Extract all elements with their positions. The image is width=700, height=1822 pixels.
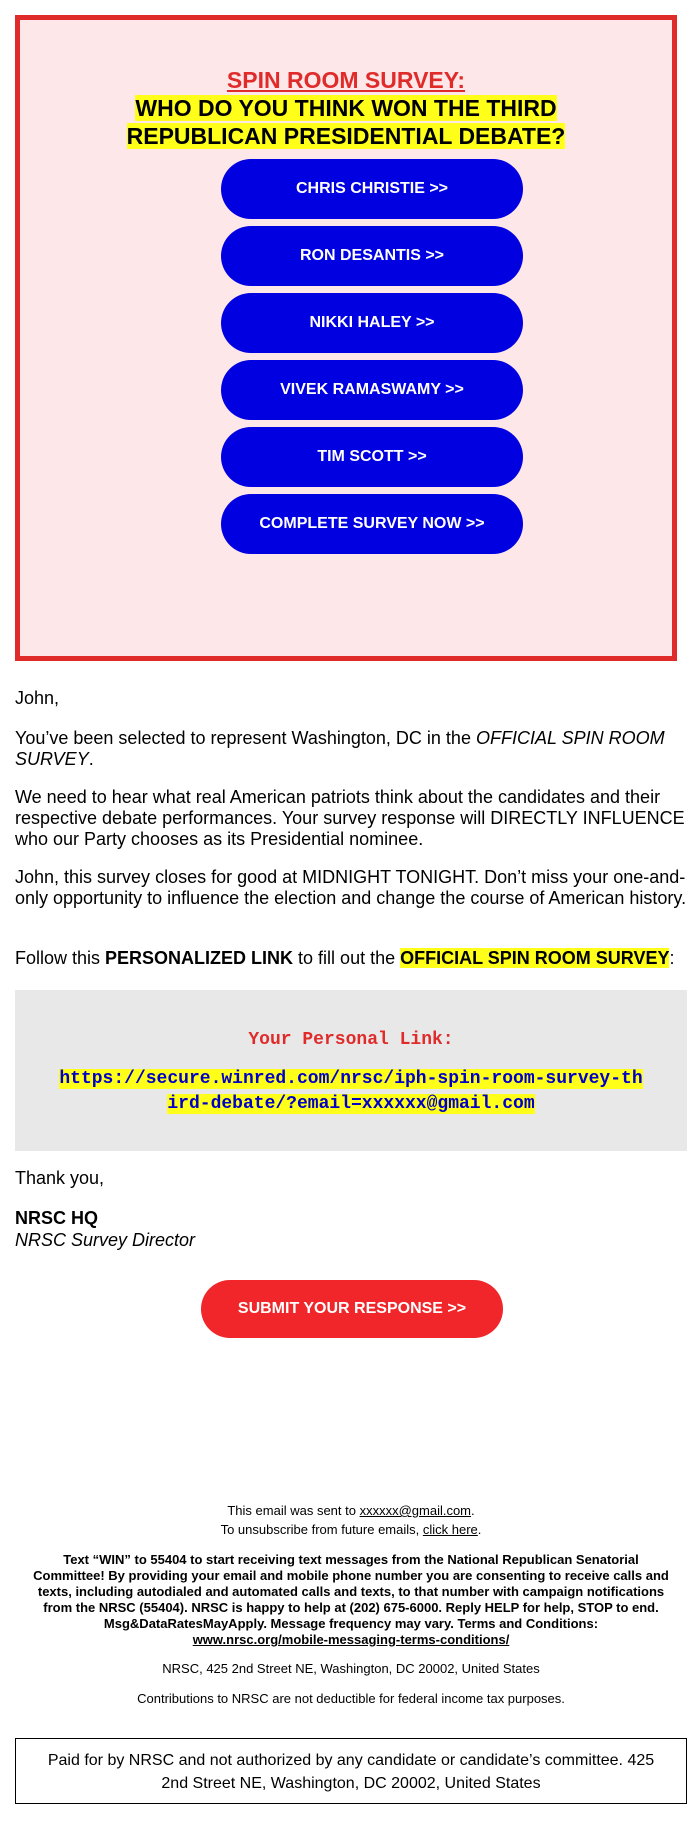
- survey-heading: [20, 66, 672, 150]
- footer-unsubscribe-line: [15, 1521, 687, 1538]
- sign-off: Thank you,: [15, 1168, 105, 1188]
- sent-prefix: This email was sent to: [227, 1503, 360, 1518]
- vote-christie-button[interactable]: CHRIS CHRISTIE >>: [221, 159, 523, 219]
- paragraph-deadline: John, this survey closes for good at MIDNIGHT TONIGHT. Don’t miss your one-and-only opportunity to influence the election and change the course of American history.: [15, 867, 687, 908]
- sms-terms-text: Text “WIN” to 55404 to start receiving text messages from the National Republican Senatorial Committee! By providing your email and mobile phone number you are consenting to receive calls and texts, including autodialed and automated calls and texts, to that number with campaign notifications from the NRSC (55404). NRSC is happy to help at (202) 675-6000. Reply HELP for help, STOP to end. Msg&DataRatesMayApply. Message frequency may vary. Terms and Conditions:: [33, 1552, 669, 1631]
- paid-for-disclaimer: Paid for by NRSC and not authorized by any candidate or candidate’s committee. 425 2nd Street NE, Washington, DC 20002, United States: [15, 1738, 687, 1804]
- p1-emphasis: OFFICIAL SPIN ROOM SURVEY: [15, 728, 665, 769]
- personal-link-title: Your Personal Link:: [248, 1030, 454, 1050]
- p4-highlight: OFFICIAL SPIN ROOM SURVEY: [400, 948, 670, 968]
- greeting: John,: [15, 688, 60, 708]
- vote-ramaswamy-button[interactable]: VIVEK RAMASWAMY >>: [221, 360, 523, 420]
- p4-text: Follow this: [15, 948, 106, 968]
- survey-banner: [15, 15, 677, 661]
- terms-link[interactable]: www.nrsc.org/mobile-messaging-terms-conditions/: [192, 1632, 510, 1647]
- survey-kicker[interactable]: SPIN ROOM SURVEY:: [226, 67, 466, 93]
- survey-headline: WHO DO YOU THINK WON THE THIRD REPUBLICAN PRESIDENTIAL DEBATE?: [126, 95, 566, 149]
- paragraph-influence: We need to hear what real American patriots think about the candidates and their respective debate performances. Your survey response will DIRECTLY INFLUENCE who our Party chooses as its Presidential nominee.: [15, 787, 685, 849]
- footer-sent-line: [15, 1502, 687, 1519]
- unsub-prefix: To unsubscribe from future emails,: [220, 1522, 423, 1537]
- sent-suffix: .: [471, 1503, 475, 1518]
- sms-terms: [30, 1552, 672, 1648]
- personal-link-wrap: [55, 1067, 647, 1117]
- paragraph-follow-link: [15, 948, 687, 969]
- signer-title: NRSC Survey Director: [15, 1230, 196, 1250]
- submit-response-button[interactable]: SUBMIT YOUR RESPONSE >>: [201, 1280, 503, 1338]
- vote-scott-button[interactable]: TIM SCOTT >>: [221, 427, 523, 487]
- footer-address: NRSC, 425 2nd Street NE, Washington, DC 20002, United States: [162, 1661, 540, 1676]
- personal-link[interactable]: https://secure.winred.com/nrsc/iph-spin-room-survey-third-debate/?email=xxxxxx@gmail.com: [59, 1069, 643, 1114]
- unsub-suffix: .: [477, 1522, 482, 1537]
- recipient-email-link[interactable]: xxxxxx@gmail.com: [359, 1503, 472, 1518]
- paragraph-selected: [15, 728, 687, 770]
- p4-end: :: [669, 948, 675, 968]
- p1-text: You’ve been selected to represent Washington, DC in the: [15, 728, 476, 748]
- vote-haley-button[interactable]: NIKKI HALEY >>: [221, 293, 523, 353]
- unsubscribe-link[interactable]: click here: [422, 1522, 478, 1537]
- vote-desantis-button[interactable]: RON DESANTIS >>: [221, 226, 523, 286]
- signer-name: NRSC HQ: [15, 1208, 99, 1228]
- personal-link-box: [15, 990, 687, 1151]
- p1-end: .: [88, 749, 94, 769]
- p4-mid: to fill out the: [293, 948, 401, 968]
- footer-tax-note: Contributions to NRSC are not deductible for federal income tax purposes.: [137, 1691, 565, 1706]
- p4-bold: PERSONALIZED LINK: [105, 948, 294, 968]
- complete-survey-button[interactable]: COMPLETE SURVEY NOW >>: [221, 494, 523, 554]
